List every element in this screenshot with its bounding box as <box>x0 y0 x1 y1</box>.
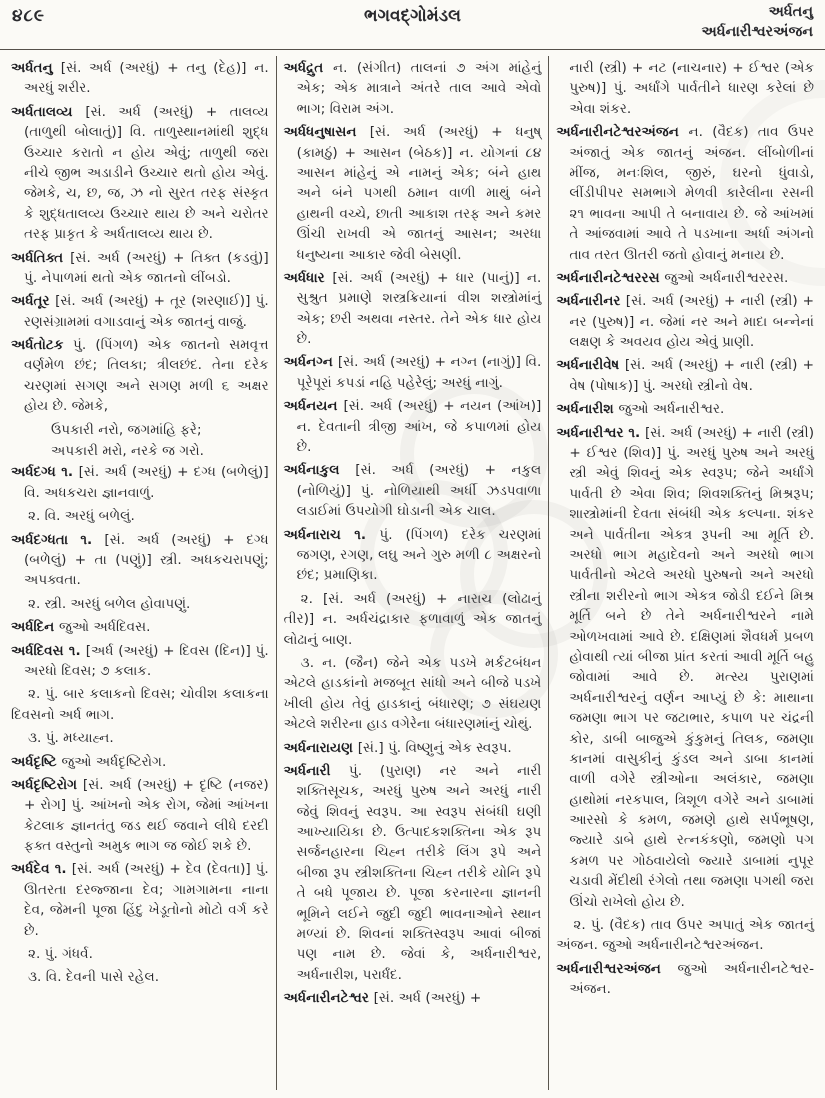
dictionary-entry: અર્ધનારી પું. (પુરાણ) નર અને નારી શક્તિસૂચક, અરધું પુરુષ અને અરધું નારી જેવું શિવનું સ્વરૂપ. આ સ્વરૂપ સંબંધી ઘણી આખ્યાયિકા છે. ઉત્પાદકશક્તિના એક રૂપ સર્જનહારના ચિહ્ન તરીકે લિંગ રૂપે અને બીજા રૂપ સ્ત્રીશક્તિના ચિહ્ન તરીકે યોનિ રૂપે તે બધે પૂજાય છે. પૂજા કરનારના જ્ઞાનની ભૂમિને લઈને જુદી જુદી ભાવનાઓને સ્થાન મળ્યાં છે. શિવનાં શક્તિસ્વરૂપ આવાં બીજાં પણ નામ છે. જેવાં કે, અર્ધનારીશ્વર, અર્ધનારીશ, પરાર્ધંદ. <box>283 762 542 983</box>
dictionary-entry: અર્ધતનુ [સં. અર્ધ (અરધું) + તનુ (દેહ)] ન. અરધું શરીર. <box>11 60 269 97</box>
headword: અર્ધદેવ ૧. <box>11 861 72 878</box>
dictionary-entry: અર્ધદેવ ૧. [સં. અર્ધ (અરધું) + દેવ (દેવતા)] પું. ઊતરતા દરજ્જાના દેવ; ગામગામના નાના દેવ, જેમની પૂજા હિંદુ ખેડૂતોનો મોટો વર્ગ કરે છે. <box>11 861 269 939</box>
headword: અર્ધનારીનટેશ્વરઅંજન <box>556 124 689 141</box>
headword: અર્ધનારાયણ <box>283 739 358 756</box>
entry-sense: ૨. પું. ગંધર્વ. <box>28 946 93 963</box>
entry-sense: ૩. ન. (જૈન) જેને એક પડખે મર્કટબંધન એટલે હાડકાંનો મજબૂત સાંધો અને બીજે પડખે ખીલી હોય તેવું હાડકાનું બંધારણ; ૭ સંઘયણ એટલે શરીરના હાડ વગેરેના બંધારણમાંનું ચોથું. <box>283 654 542 733</box>
dictionary-entry: અર્ધતિક્ત [સં. અર્ધ (અરધું) + તિક્ત (કડવું)] પું. નેપાળમાં થતો એક જાતનો લીંબડો. <box>11 249 269 286</box>
dictionary-entry: અર્ધદિવસ ૧. [અર્ધ (અરધું) + દિવસ (દિન)] પું. અરધો દિવસ; ૭ કલાક. <box>11 642 269 679</box>
entry-sense: ૨. સ્ત્રી. અરધું બળેલ હોવાપણું. <box>28 595 191 612</box>
dictionary-entry: અર્ધદિન જુઓ અર્ધદિવસ. <box>11 619 151 636</box>
headword: અર્ધદગ્ધ ૧. <box>11 464 79 481</box>
headword: અર્ધદૃષ્ટિ <box>11 753 62 770</box>
dictionary-entry: અર્ધનગ્ન [સં. અર્ધ (અરધું) + નગ્ન (નાગું)] વિ. પૂરેપૂરાં કપડાં નહિ પહેરેલું; અરધું નાગું. <box>283 354 542 391</box>
headword: અર્ધનયન <box>283 398 344 415</box>
headword: અર્ધદૃષ્ટિરોગ <box>11 776 83 793</box>
verse-line: ઉપકારી નરો, જગમાંહિ ફરે; <box>51 421 202 438</box>
entry-sense: ૨. પું. બાર કલાકનો દિવસ; ચોવીશ કલાકના દિવસનો અર્ધ ભાગ. <box>11 686 269 723</box>
headword: અર્ધદિન <box>11 619 60 636</box>
headword: અર્ધદિવસ ૧. <box>11 642 86 659</box>
dictionary-entry: અર્ધદૃષ્ટિરોગ [સં. અર્ધ (અરધું) + દૃષ્ટિ (નજર) + રોગ] પું. આંખનો એક રોગ, જેમાં આંખના કેટલાક જ્ઞાનતંતુ જડ થઈ જવાને લીધે દરદી ફક્ત વસ્તુનો અમુક ભાગ જ જોઈ શકે છે. <box>11 776 269 855</box>
guide-word-first: અર્ધતનુ <box>768 4 813 20</box>
dictionary-entry: અર્ધધનુષાસન [સં. અર્ધ (અરધું) + ધનુષ્ (કામઠું) + આસન (બેઠક)] ન. યોગનાં ૮૪ આસન માંહેનું એ નામનું એક; બંને હાથ અને બંને પગથી ઠમાન વાળી માથું બંને હાથની વચ્ચે, છાતી આકાશ તરફ અને કમર ઊંચી રાખવી એ જાતનું આસન; અરધા ધનુષ્યના આકાર જેવી બેસણી. <box>283 124 542 263</box>
headword: અર્ધનારીનટેશ્વરરસ <box>556 269 665 286</box>
headword: અર્ધનારીનટેશ્વર <box>283 990 374 1007</box>
dictionary-entry: અર્ધનારીનટેશ્વરઅંજન ન. (વૈદક) તાવ ઉપર અંજાતું એક જાતનું અંજન. લીંબોળીનાં મીંજ, મનઃશિલ, જીરું, ઘરનો ધુંવાડો, લીંડીપીપર સમભાગે મેળવી કારેલીના રસની ૨૧ ભાવના આપી તે બનાવાય છે. જે આંખમાં તે આંજવામાં આવે તે પડખાના અર્ધા અંગનો તાવ તરત ઊતરી જતો હોવાનું મનાય છે. <box>556 124 815 263</box>
dictionary-entry: અર્ધનાકુલ [સં. અર્ધ (અરધું) + નકુલ (નોળિયું)] પું. નોળિયાથી અર્ધી ઝડપવાળા લડાઈમાં ઉપયોગી ઘોડાની એક ચાલ. <box>283 462 542 520</box>
entry-sense: ૨. [સં. અર્ધ (અરધું) + નારાચ (લોઢાનું તીર)] ન. અર્ધચંદ્રાકાર ફળાવાળું એક જાતનું લોઢાનું બાણ. <box>283 590 542 648</box>
dictionary-entry: અર્ધનારીનટેશ્વરરસ જુઓ અર્ધનારીશ્વરરસ. <box>556 269 789 286</box>
dictionary-entry: અર્ધનયન [સં. અર્ધ (અરધું) + નયન (આંખ)] ન. દેવતાની ત્રીજી આંખ, જે કપાળમાં હોય છે. <box>283 398 542 456</box>
headword: અર્ધતૂર <box>11 293 56 310</box>
headword: અર્ધધનુષાસન <box>283 124 370 141</box>
headword: અર્ધતોટક <box>11 337 74 354</box>
dictionary-entry: અર્ધનારાચ ૧. પું. (પિંગળ) દરેક ચરણમાં જગણ, રગણ, લઘુ અને ગુરુ મળી ૮ અક્ષરનો છંદ; પ્રમાણિકા. <box>283 526 542 584</box>
headword: અર્ધનારાચ ૧. <box>283 526 380 543</box>
dictionary-entry: અર્ધતૂર [સં. અર્ધ (અરધું) + તૂર (શરણાઈ)] પું. રણસંગ્રામમાં વગાડવાનું એક જાતનું વાજું. <box>11 293 269 330</box>
headword: અર્ધનગ્ન <box>283 354 338 371</box>
dictionary-entry: અર્ધનારીનર [સં. અર્ધ (અરધું) + નારી (સ્ત્રી) + નર (પુરુષ)] ન. જેમાં નર અને માદા બન્નેનાં લક્ષણ કે અવયવ હોય એવું પ્રાણી. <box>556 293 815 351</box>
dictionary-entry: અર્ધદગ્ધ ૧. [સં. અર્ધ (અરધું) + દગ્ધ (બળેલું)] વિ. અધકચરા જ્ઞાનવાળું. <box>11 464 269 501</box>
column-2 <box>276 56 550 1090</box>
headword: અર્ધનારીશ <box>556 401 619 418</box>
headword: અર્ધનારીવેષ <box>556 357 625 374</box>
dictionary-entry: અર્ધદગ્ધતા ૧. [સં. અર્ધ (અરધું) + દગ્ધ (બળેલું) + તા (પણું)] સ્ત્રી. અધકચરાપણું; અપક્વતા. <box>11 531 269 589</box>
column-1 <box>4 56 276 1090</box>
dictionary-entry: અર્ધનારીશ્વર ૧. [સં. અર્ધ (અરધું) + નારી (સ્ત્રી) + ઈશ્વર (શિવ)] પું. અરધું પુરુષ અને અરધું સ્ત્રી એવું શિવનું એક સ્વરૂપ; જેને અર્ધાંગે પાર્વતી છે એવા શિવ; શિવશક્તિનું મિશ્રરૂપ; શાસ્ત્રોમાંની દેવતા સંબંધી એક કલ્પના. શંકર અને પાર્વતીના એકત્ર રૂપની આ મૂર્તિ છે. અરધો ભાગ મહાદેવનો અને અરધો ભાગ પાર્વતીનો એટલે અરધો પુરુષનો અને અરધો સ્ત્રીના શરીરનો ભાગ એકત્ર જોડી દઈને મિશ્ર મૂર્તિ બને છે તેને અર્ધનારીશ્વરને નામે ઓળખવામાં આવે છે. દક્ષિણમાં શૈવધર્મ પ્રબળ હોવાથી ત્યાં બીજા પ્રાંત કરતાં આવી મૂર્તિ બહુ જોવામાં આવે છે. મત્સ્ય પુરાણમાં અર્ધનારીશ્વરનું વર્ણન આપ્યું છે કે: માથાના જમણા ભાગ પર જટાભાર, કપાળ પર ચંદ્રની કોર, ડાબી બાજુએ કુંકુમનું તિલક, જમણા કાનમાં વાસુકીનું કુંડલ અને ડાબા કાનમાં વાળી વગેરે સ્ત્રીઓના અલંકાર, જમણા હાથોમાં નરકપાલ, ત્રિશૂળ વગેરે અને ડાબામાં આરસો કે કમળ, જમણે હાથે સર્પભૂષણ, જ્યારે ડાબે હાથે રત્નકંકણો, જમણો પગ કમળ પર ગોઠવાયેલો જ્યારે ડાબામાં નુપૂર ચડાવી મેંદીથી રંગેલો તથા જમણા પગથી જરા ઊંચો રાખેલો હોય છે. <box>556 424 815 910</box>
dictionary-entry: અર્ધતાલવ્ય [સં. અર્ધ (અરધું) + તાલવ્ય (તાળુથી બોલાતું)] વિ. તાળુસ્થાનમાંથી શુદ્ધ ઉચ્ચાર કરાતો ન હોય એવું; તાળુથી જરા નીચે જીભ અડાડીને ઉચ્ચાર થતો હોય એવું. જેમકે, ચ, છ, જ, ઝ નો સુરત તરફ સંસ્કૃત કે શુદ્ધતાલવ્ય ઉચ્ચાર થાય છે અને ચરોતર તરફ પ્રાકૃત કે અર્ધતાલવ્ય થાય છે. <box>11 103 269 243</box>
headword: અર્ધદગ્ધતા ૧. <box>11 531 105 548</box>
dictionary-entry: અર્ધનારીશ્વરઅંજન જુઓ અર્ધનારીનટેશ્વર-અંજન. <box>556 960 815 998</box>
dictionary-entry: અર્ધનારાયણ [સં.] પું. વિષ્ણુનું એક સ્વરૂપ. <box>283 739 512 756</box>
page-number: ૪૮૯ <box>12 6 45 26</box>
column-3 <box>549 56 821 1090</box>
text-columns <box>0 50 825 1090</box>
headword: અર્ધનારીનર <box>556 293 626 310</box>
dictionary-entry: અર્ધદ્રુત ન. (સંગીત) તાલનાં ૭ અંગ માંહેનું એક; એક માત્રાને અંતરે તાલ આવે એવો ભાગ; વિરામ અંગ. <box>283 60 542 117</box>
dictionary-entry: અર્ધદૃષ્ટિ જુઓ અર્ધદૃષ્ટિરોગ. <box>11 753 167 770</box>
guide-words <box>702 3 813 42</box>
headword: અર્ધધાર <box>283 269 333 286</box>
page-header <box>0 0 825 50</box>
headword: અર્ધનારીશ્વરઅંજન <box>556 960 678 977</box>
headword: અર્ધદ્રુત <box>283 60 334 76</box>
dictionary-entry: અર્ધનારીનટેશ્વર [સં. અર્ધ (અરધું) + <box>283 990 482 1007</box>
entry-sense: ૩. પું. મધ્યાહ્ન. <box>28 730 114 747</box>
verse-line: અપકારી મરો, નરકે જ ગરો. <box>51 443 204 460</box>
headword: અર્ધતાલવ્ય <box>11 103 86 120</box>
headword: અર્ધતિક્ત <box>11 249 71 266</box>
dictionary-entry: અર્ધતોટક પું. (પિંગળ) એક જાતનો સમવૃત્ત વર્ણમેળ છંદ; તિલકા; ત્રીલછંદ. તેના દરેક ચરણમાં સગણ અને સગણ મળી ૬ અક્ષર હોય છે. જેમકે, <box>11 337 269 415</box>
headword: અર્ધનારી <box>283 762 349 779</box>
dictionary-entry: અર્ધનારીશ જુઓ અર્ધનારીશ્વર. <box>556 401 725 418</box>
dictionary-entry: અર્ધનારીવેષ [સં. અર્ધ (અરધું) + નારી (સ્ત્રી) + વેષ (પોષાક)] પું. અરધો સ્ત્રીનો વેષ. <box>556 357 815 394</box>
entry-sense: ૩. વિ. દેવની પાસે રહેલ. <box>28 969 160 986</box>
headword: અર્ધતનુ <box>11 60 61 76</box>
entry-continuation: નારી (સ્ત્રી) + નટ (નાચનાર) + ઈશ્વર (એક પુરુષ)] પું. અર્ધાંગે પાર્વતીને ધારણ કરેલાં છે એવા શંકર. <box>569 60 815 117</box>
dictionary-entry: અર્ધધાર [સં. અર્ધ (અરધું) + ધાર (પાનું)] ન. સુશ્રુત પ્રમાણે શસ્ત્રક્રિયાનાં વીશ શસ્ત્રોમાંનું એક; છરી અથવા નસ્તર. તેને એક ધાર હોય છે. <box>283 269 542 348</box>
book-title: ભગવદ્ગોમંડલ <box>364 6 461 26</box>
headword: અર્ધનારીશ્વર ૧. <box>556 424 645 441</box>
entry-sense: ૨. વિ. અરધું બળેલું. <box>28 508 135 525</box>
entry-sense: ૨. પું. (વૈદક) તાવ ઉપર અપાતું એક જાતનું અંજન. જુઓ અર્ધનારીનટેશ્વરઅંજન. <box>556 917 815 954</box>
headword: અર્ધનાકુલ <box>283 462 356 479</box>
guide-word-last: અર્ધનારીશ્વરઅંજન <box>701 23 813 40</box>
